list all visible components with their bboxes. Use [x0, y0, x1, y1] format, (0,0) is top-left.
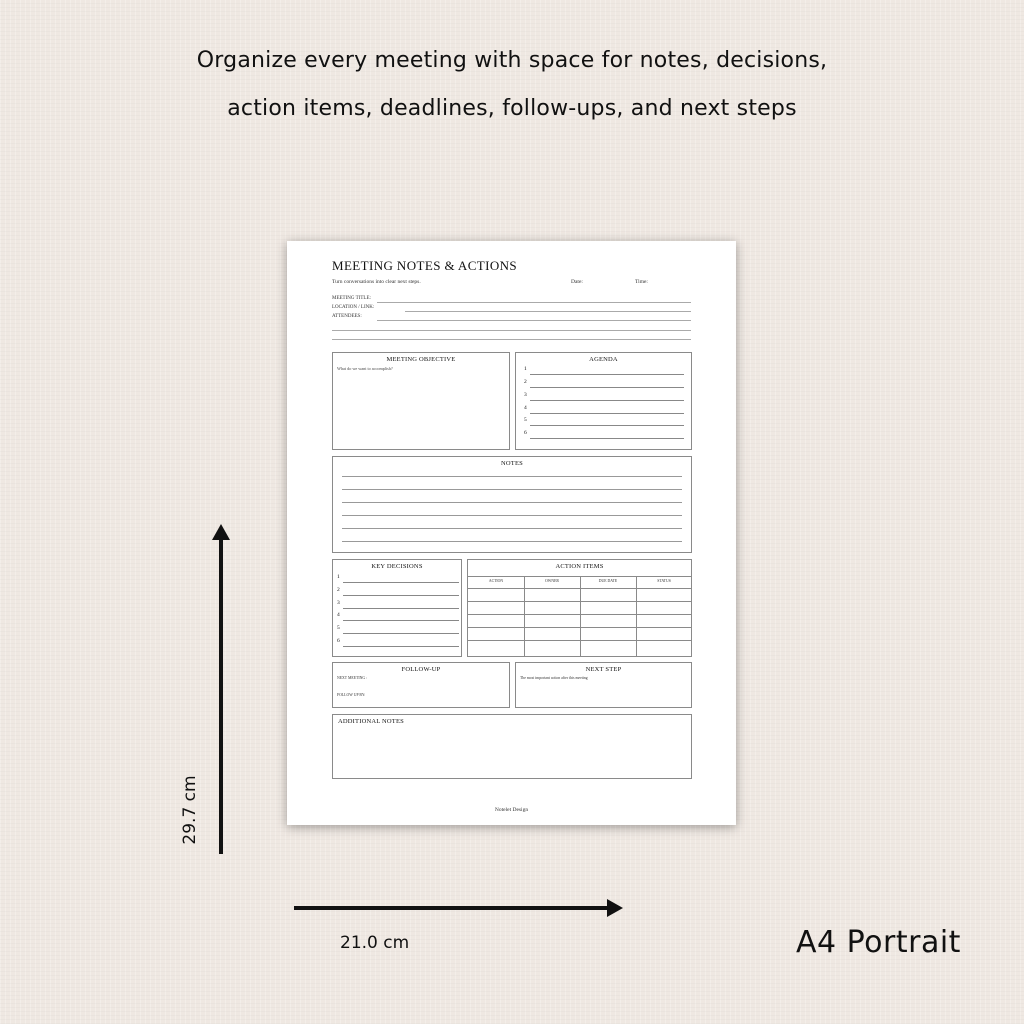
agenda-title: AGENDA: [589, 356, 618, 363]
follow-up-box: [332, 662, 510, 708]
agenda-box: AGENDA 1 2 3 4 5 6: [515, 352, 692, 450]
objective-title: MEETING OBJECTIVE: [386, 356, 456, 363]
headline-line-2: action items, deadlines, follow-ups, and next steps: [227, 96, 797, 121]
meeting-title-label: MEETING TITLE:: [332, 296, 371, 301]
notes-box: [332, 456, 692, 553]
arrow-right-icon: [607, 899, 623, 917]
additional-notes-title: ADDITIONAL NOTES: [338, 718, 404, 725]
objective-hint: What do we want to accomplish?: [337, 366, 393, 371]
notes-line: [342, 489, 682, 490]
planner-sheet: [287, 241, 736, 825]
next-step-box: [515, 662, 692, 708]
sheet-footer: Notelet Design: [494, 807, 529, 813]
col-owner: OWNER: [545, 579, 559, 583]
height-label: 29.7 cm: [180, 775, 200, 845]
attendees-line-2: [332, 330, 691, 331]
notes-line: [342, 528, 682, 529]
key-decisions-box: KEY DECISIONS 1 2 3 4 5 6: [332, 559, 462, 657]
objective-box: [332, 352, 510, 450]
width-label: 21.0 cm: [340, 933, 410, 953]
follow-up-by-label: FOLLOW UP BY:: [337, 693, 366, 697]
meeting-title-line: [377, 302, 691, 303]
col-due-date: DUE DATE: [598, 579, 618, 583]
col-action: ACTION: [488, 579, 504, 583]
notes-line: [342, 502, 682, 503]
additional-notes-box: [332, 714, 692, 779]
notes-line: [342, 541, 682, 542]
attendees-label: ATTENDEES:: [332, 314, 362, 319]
format-label: A4 Portrait: [796, 925, 961, 960]
time-label: Time:: [635, 279, 648, 285]
sheet-title: MEETING NOTES & ACTIONS: [332, 258, 518, 273]
location-line: [405, 311, 691, 312]
follow-up-title: FOLLOW-UP: [401, 666, 441, 673]
action-items-table: [468, 576, 691, 656]
next-step-title: NEXT STEP: [585, 666, 622, 673]
key-decisions-title: KEY DECISIONS: [371, 563, 423, 570]
width-arrow: [294, 906, 610, 910]
notes-title: NOTES: [501, 460, 523, 467]
sheet-subtitle: Turn conversations into clear next steps.: [332, 279, 421, 285]
date-label: Date:: [571, 279, 583, 285]
next-meeting-label: NEXT MEETING :: [337, 676, 368, 680]
attendees-line-3: [332, 339, 691, 340]
col-status: STATUS: [657, 579, 671, 583]
next-step-hint: The most important action after this meeting: [520, 676, 588, 680]
notes-line: [342, 476, 682, 477]
attendees-line: [377, 320, 691, 321]
notes-line: [342, 515, 682, 516]
action-items-box: [467, 559, 692, 657]
action-items-title: ACTION ITEMS: [555, 563, 604, 570]
height-arrow: [219, 538, 223, 854]
headline-line-1: Organize every meeting with space for notes, decisions,: [196, 48, 828, 73]
location-label: LOCATION / LINK:: [332, 305, 375, 310]
